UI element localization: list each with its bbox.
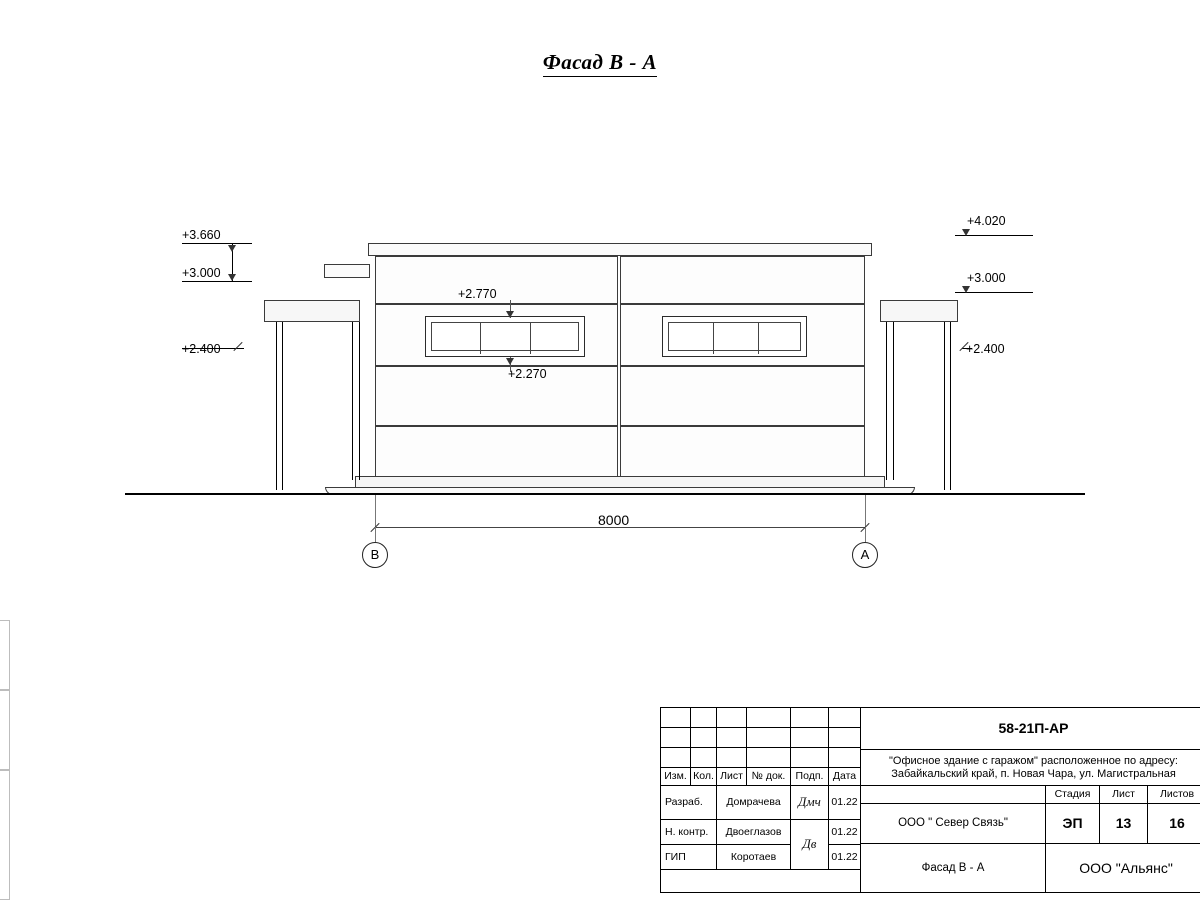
- level-right-1-arrow-icon: [962, 229, 970, 236]
- tb-doc-code: 58-21П-АР: [861, 708, 1200, 750]
- tb-object-line1: "Офисное здание с гаражом" расположенное по адресу:: [889, 754, 1178, 767]
- tb-date-3: 01.22: [829, 845, 861, 870]
- annex-right-canopy: [880, 300, 958, 322]
- annex-left-column-inner: [282, 322, 283, 490]
- tb-object-line2: Забайкальский край, п. Новая Чара, ул. Магистральная: [891, 767, 1176, 780]
- level-right-3-label: +2.400: [966, 342, 1005, 356]
- facade-panel-left-4: [375, 426, 618, 480]
- tb-designer: ООО "Альянс": [1079, 860, 1173, 877]
- level-right-2-label: +3.000: [967, 271, 1006, 285]
- facade-panel-right-1: [620, 256, 865, 304]
- axis-bubble-right: А: [852, 542, 878, 568]
- tb-role-1: Разраб.: [661, 786, 717, 820]
- page-title-text: Фасад В - А: [543, 50, 657, 77]
- tb-blank-r3c2: [691, 748, 717, 768]
- window-right-mullion-2: [758, 323, 759, 354]
- axis-left-ext: [375, 527, 376, 542]
- tb-blank-r2c6: [829, 728, 861, 748]
- level-left-3-label: +2.400: [182, 342, 221, 356]
- facade-panel-right-4: [620, 426, 865, 480]
- tb-name-1: Домрачева: [717, 786, 791, 820]
- tb-blank-r2c1: [661, 728, 691, 748]
- tb-stage-header: Стадия: [1046, 786, 1100, 804]
- tb-blank-r1c2: [691, 708, 717, 728]
- window-right-mullion-1: [713, 323, 714, 354]
- tb-blank-r1c1: [661, 708, 691, 728]
- frame-margin-mark-1: [0, 620, 10, 690]
- annex-right-wall-edge: [886, 322, 887, 480]
- roof-parapet: [368, 243, 872, 256]
- tb-name-2: Двоеглазов: [717, 820, 791, 845]
- tb-sign-1: Дмч: [791, 786, 829, 820]
- tb-blank-r1c4: [747, 708, 791, 728]
- frame-margin-mark-3: [0, 770, 10, 900]
- tb-blank-r3c1: [661, 748, 691, 768]
- level-left-1-arrow-icon: [228, 245, 236, 252]
- tb-name-3: Коротаев: [717, 845, 791, 870]
- tb-date-1: 01.22: [829, 786, 861, 820]
- annex-left-canopy: [264, 300, 360, 322]
- tb-sign-23: Дв: [791, 820, 829, 870]
- tb-sheets-value: 16: [1148, 804, 1200, 844]
- title-block: [660, 707, 1200, 893]
- tb-blank-r1c5: [791, 708, 829, 728]
- tb-blank-r2c3: [717, 728, 747, 748]
- level-window-top-label: +2.770: [458, 287, 497, 301]
- axis-bubble-left: В: [362, 542, 388, 568]
- tb-header-podp: Подп.: [791, 768, 829, 786]
- tb-stage-value: ЭП: [1046, 804, 1100, 844]
- frame-margin-mark-2: [0, 690, 10, 770]
- tb-sheets-header: Листов: [1148, 786, 1200, 804]
- annex-right-wall-edge-2: [893, 322, 894, 480]
- tb-role-2: Н. контр.: [661, 820, 717, 845]
- window-bottom-arrow-icon: [506, 358, 514, 365]
- facade-panel-left-3: [375, 366, 618, 426]
- annex-left-column: [276, 322, 277, 490]
- tb-sheet-name: Фасад В - А: [861, 844, 1046, 893]
- tb-blank-r2c4: [747, 728, 791, 748]
- tb-header-izm: Изм.: [661, 768, 691, 786]
- level-right-2-arrow-icon: [962, 286, 970, 293]
- dim-span-label: 8000: [598, 512, 630, 528]
- level-left-2-arrow-icon: [228, 274, 236, 281]
- tb-blank-r3c5: [791, 748, 829, 768]
- tb-blank-r2c5: [791, 728, 829, 748]
- window-left-mullion-2: [530, 323, 531, 354]
- tb-sheet-header: Лист: [1100, 786, 1148, 804]
- tb-header-ndok: № док.: [747, 768, 791, 786]
- level-left-2-label: +3.000: [182, 266, 221, 280]
- annex-left-wall-edge-2: [359, 322, 360, 480]
- window-right-glazing: [668, 322, 801, 351]
- tb-header-data: Дата: [829, 768, 861, 786]
- tb-contractor: ООО " Север Связь": [861, 804, 1046, 844]
- level-left-2-line: [182, 281, 252, 282]
- tb-blank-r3c6: [829, 748, 861, 768]
- axis-right-ext: [865, 527, 866, 542]
- window-left-glazing: [431, 322, 579, 351]
- tb-blank-r3c4: [747, 748, 791, 768]
- tb-role-3: ГИП: [661, 845, 717, 870]
- tb-header-list: Лист: [717, 768, 747, 786]
- tb-bottom-left-strip: [661, 870, 861, 893]
- tb-blank-r3c3: [717, 748, 747, 768]
- level-left-1-line: [182, 243, 252, 244]
- tb-date-2: 01.22: [829, 820, 861, 845]
- tb-blank-r2c2: [691, 728, 717, 748]
- window-left: [425, 316, 585, 357]
- tb-header-kol: Кол.: [691, 768, 717, 786]
- level-left-3-tick-icon: [233, 342, 242, 351]
- level-window-bottom-label: +2.270: [508, 367, 547, 381]
- annex-right-column-inner: [950, 322, 951, 490]
- tb-blank-r1c3: [717, 708, 747, 728]
- level-right-1-label: +4.020: [967, 214, 1006, 228]
- tb-stage-block-spacer: [861, 786, 1046, 804]
- annex-left-vent-duct: [324, 264, 370, 278]
- window-right: [662, 316, 807, 357]
- tb-object-name: [861, 750, 1200, 786]
- annex-right-column: [944, 322, 945, 490]
- page-title: [0, 50, 1200, 75]
- annex-left-wall-edge: [352, 322, 353, 480]
- facade-panel-right-3: [620, 366, 865, 426]
- window-left-mullion-1: [480, 323, 481, 354]
- ground-line: [125, 493, 1085, 495]
- window-top-arrow-icon: [506, 311, 514, 318]
- tb-sheet-value: 13: [1100, 804, 1148, 844]
- level-left-1-label: +3.660: [182, 228, 221, 242]
- tb-blank-r1c6: [829, 708, 861, 728]
